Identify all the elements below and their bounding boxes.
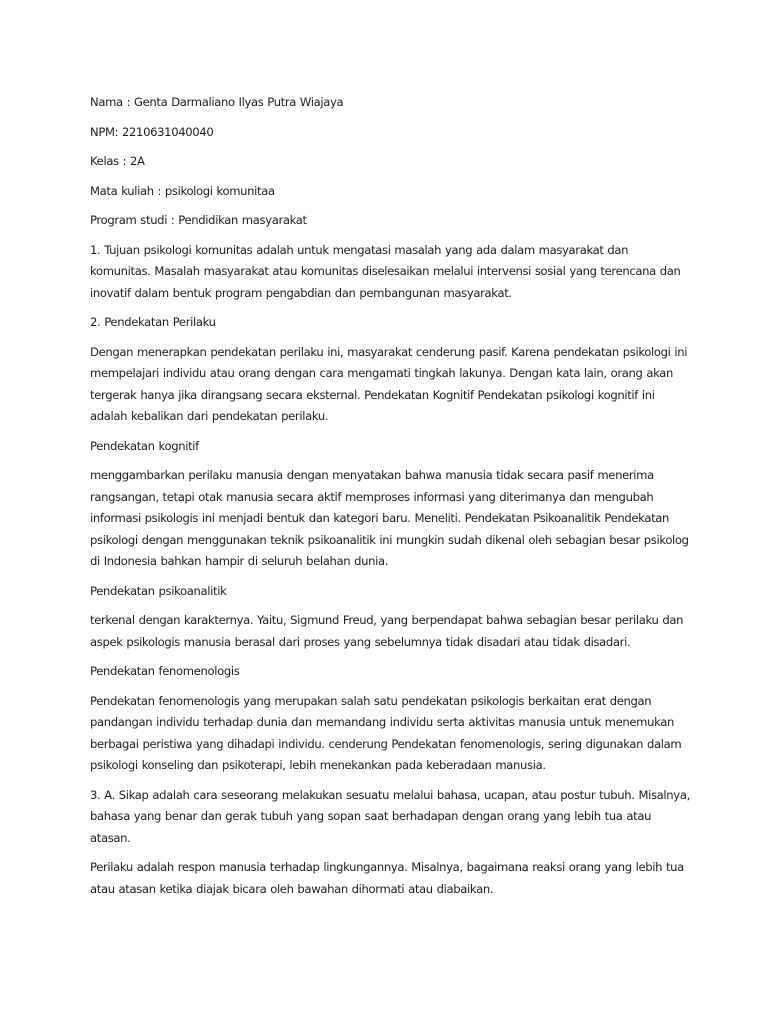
course-name: Mata kuliah : psikologi komunitaa bbox=[90, 183, 275, 198]
document-body bbox=[90, 92, 690, 908]
cognitive-paragraph: menggambarkan perilaku manusia dengan menyatakan bahwa manusia tidak secara pasif menerima rangsangan, tetapi otak manusia secara aktif memproses informasi yang diterimanya dan mengubah informasi psikologis ini menjadi bentuk dan kategori baru. Meneliti. Pendekatan Psikoanalitik Pendekatan psikologi dengan menggunakan teknik psikoanalitik ini mungkin sudah dikenal oleh sebagian besar psikolog di Indonesia bahkan hampir di seluruh belahan dunia. bbox=[90, 468, 689, 568]
phenomenological-paragraph: Pendekatan fenomenologis yang merupakan salah satu pendekatan psikologis berkaitan erat dengan pandangan individu terhadap dunia dan memandang individu serta aktivitas manusia untuk menemukan berbagai peristiwa yang dihadapi individu. cenderung Pendekatan fenomenologis, sering digunakan dalam psikologi konseling dan psikoterapi, lebih menekankan pada keberadaan manusia. bbox=[90, 693, 682, 772]
study-program: Program studi : Pendidikan masyarakat bbox=[90, 213, 307, 227]
psychoanalytic-paragraph: terkenal dengan karakternya. Yaitu, Sigmund Freud, yang berpendapat bahwa sebagian besar perilaku dan aspek psikologis manusia berasal dari proses yang sebelumnya tidak disadari atau tidak disadari. bbox=[90, 613, 684, 649]
cognitive-heading: Pendekatan kognitif bbox=[90, 438, 199, 453]
behavior-definition-paragraph: Perilaku adalah respon manusia terhadap lingkungannya. Misalnya, bagaimana reaksi orang yang lebih tua atau atasan ketika diajak bicara oleh bawahan dihormati atau diabaikan. bbox=[90, 860, 684, 896]
answer-3a-paragraph: 3. A. Sikap adalah cara seseorang melakukan sesuatu melalui bahasa, ucapan, atau postur tubuh. Misalnya, bahasa yang benar dan gerak tubuh yang sopan saat berhadapan dengan orang yang lebih tua atau atasan. bbox=[90, 787, 690, 845]
behavioral-approach-paragraph: Dengan menerapkan pendekatan perilaku ini, masyarakat cenderung pasif. Karena pendekatan psikologi ini mempelajari individu atau orang dengan cara mengamati tingkah lakunya. Dengan kata lain, orang akan tergerak hanya jika dirangsang secara eksternal. Pendekatan Kognitif Pendekatan psikologi kognitif ini adalah kebalikan dari pendekatan perilaku. bbox=[90, 344, 688, 423]
student-name: Nama : Genta Darmaliano Ilyas Putra Wiajaya bbox=[90, 95, 344, 109]
psychoanalytic-heading: Pendekatan psikoanalitik bbox=[90, 583, 227, 598]
answer-1-paragraph: 1. Tujuan psikologi komunitas adalah untuk mengatasi masalah yang ada dalam masyarakat dan komunitas. Masalah masyarakat atau komunitas diselesaikan melalui intervensi sosial yang terencana dan inovatif dalam bentuk program pengabdian dan pembangunan masyarakat. bbox=[90, 242, 681, 300]
student-npm: NPM: 2210631040040 bbox=[90, 124, 214, 139]
student-class: Kelas : 2A bbox=[90, 154, 145, 168]
answer-2-heading: 2. Pendekatan Perilaku bbox=[90, 315, 216, 329]
phenomenological-heading: Pendekatan fenomenologis bbox=[90, 664, 240, 678]
